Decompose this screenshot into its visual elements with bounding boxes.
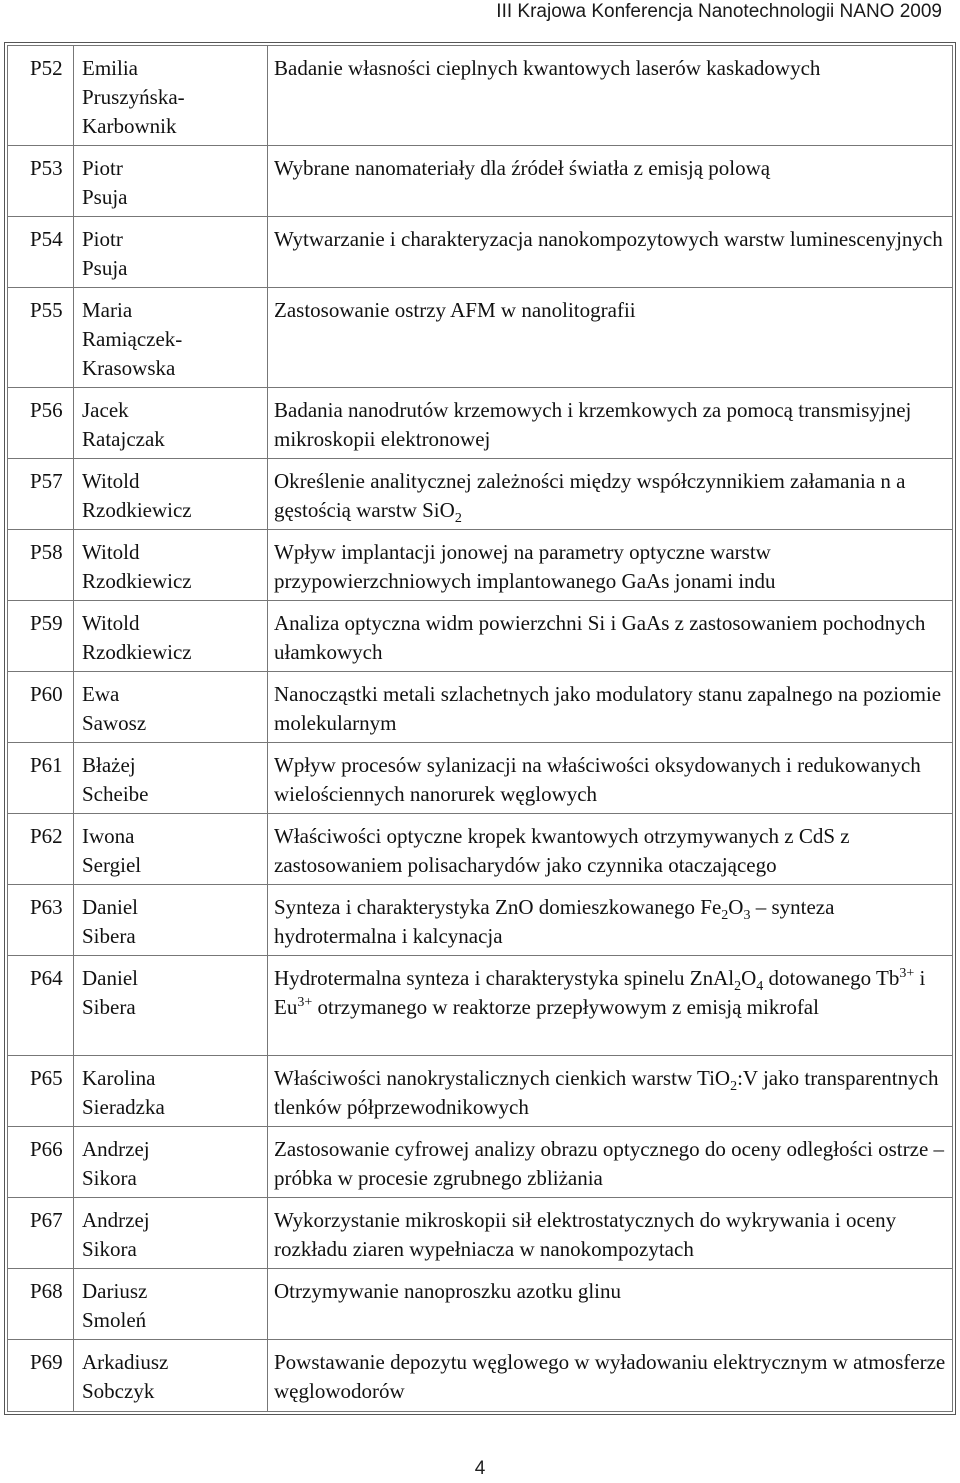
poster-title: Zastosowanie cyfrowej analizy obrazu optycznego do oceny odległości ostrze – próbka w procesie zgrubnego zbliżania — [268, 1127, 953, 1198]
table-row — [8, 217, 953, 288]
author-first-name: Daniel — [82, 966, 138, 990]
poster-table-frame — [4, 42, 956, 1415]
author-name — [74, 743, 268, 814]
author-name — [74, 672, 268, 743]
subscript: 2 — [721, 908, 729, 924]
table-row — [8, 601, 953, 672]
author-first-name: Witold — [82, 540, 140, 564]
table-row — [8, 146, 953, 217]
subscript: 2 — [454, 511, 462, 527]
table-row — [8, 814, 953, 885]
subscript: 2 — [734, 979, 742, 995]
subscript: 3 — [743, 908, 751, 924]
table-row — [8, 1340, 953, 1412]
author-last-name: Pruszyńska- — [82, 85, 185, 109]
author-name — [74, 1269, 268, 1340]
poster-id: P67 — [8, 1198, 74, 1269]
superscript: 3+ — [899, 966, 915, 981]
title-text: Określenie analitycznej zależności między współczynnikiem załamania n a gęstością warstw SiO — [274, 469, 906, 522]
table-row — [8, 672, 953, 743]
author-first-name: Witold — [82, 469, 140, 493]
poster-id: P53 — [8, 146, 74, 217]
author-first-name: Emilia — [82, 56, 138, 80]
author-name — [74, 146, 268, 217]
table-row — [8, 46, 953, 146]
author-first-name: Daniel — [82, 895, 138, 919]
poster-title — [268, 885, 953, 956]
author-last-name: Sieradzka — [82, 1095, 165, 1119]
poster-id: P68 — [8, 1269, 74, 1340]
author-last-name: Sikora — [82, 1237, 137, 1261]
poster-title — [268, 956, 953, 1056]
author-last-name-cont: Karbownik — [82, 114, 177, 138]
poster-title: Właściwości optyczne kropek kwantowych otrzymywanych z CdS z zastosowaniem polisacharydów jako czynnika otaczającego — [268, 814, 953, 885]
poster-id: P54 — [8, 217, 74, 288]
subscript: 4 — [756, 979, 764, 995]
author-last-name: Rzodkiewicz — [82, 498, 192, 522]
author-first-name: Jacek — [82, 398, 129, 422]
author-last-name: Psuja — [82, 185, 128, 209]
author-last-name-cont: Krasowska — [82, 356, 176, 380]
title-text: Hydrotermalna synteza i charakterystyka spinelu ZnAl — [274, 966, 735, 990]
author-last-name: Sobczyk — [82, 1379, 155, 1403]
subscript: 2 — [730, 1079, 738, 1095]
author-last-name: Sergiel — [82, 853, 142, 877]
author-name — [74, 459, 268, 530]
poster-title: Badania nanodrutów krzemowych i krzemkowych za pomocą transmisyjnej mikroskopii elektronowej — [268, 388, 953, 459]
author-last-name: Rzodkiewicz — [82, 640, 192, 664]
title-text: Właściwości nanokrystalicznych cienkich warstw TiO — [274, 1066, 731, 1090]
author-name — [74, 814, 268, 885]
author-name — [74, 1198, 268, 1269]
author-name — [74, 885, 268, 956]
author-first-name: Witold — [82, 611, 140, 635]
author-first-name: Dariusz — [82, 1279, 148, 1303]
author-name — [74, 1340, 268, 1412]
title-text: O — [728, 895, 744, 919]
author-first-name: Iwona — [82, 824, 135, 848]
poster-id: P52 — [8, 46, 74, 146]
title-text: otrzymanego w reaktorze przepływowym z emisją mikrofal — [312, 995, 819, 1019]
author-first-name: Andrzej — [82, 1137, 150, 1161]
conference-header: III Krajowa Konferencja Nanotechnologii NANO 2009 — [496, 1, 942, 22]
poster-title: Zastosowanie ostrzy AFM w nanolitografii — [268, 288, 953, 388]
poster-title: Analiza optyczna widm powierzchni Si i GaAs z zastosowaniem pochodnych ułamkowych — [268, 601, 953, 672]
title-text: i Eu — [274, 966, 926, 1019]
author-first-name: Karolina — [82, 1066, 156, 1090]
poster-id: P65 — [8, 1056, 74, 1127]
table-row — [8, 1127, 953, 1198]
author-first-name: Piotr — [82, 227, 123, 251]
poster-id: P64 — [8, 956, 74, 1056]
author-name — [74, 956, 268, 1056]
author-name — [74, 601, 268, 672]
table-row — [8, 1198, 953, 1269]
author-name — [74, 46, 268, 146]
table-row — [8, 288, 953, 388]
author-first-name: Piotr — [82, 156, 123, 180]
poster-title: Nanocząstki metali szlachetnych jako modulatory stanu zapalnego na poziomie molekularnym — [268, 672, 953, 743]
author-last-name: Smoleń — [82, 1308, 147, 1332]
poster-table — [7, 45, 953, 1412]
table-row — [8, 459, 953, 530]
poster-id: P61 — [8, 743, 74, 814]
poster-title: Wytwarzanie i charakteryzacja nanokompozytowych warstw luminescenyjnych — [268, 217, 953, 288]
title-text: – synteza hydrotermalna i kalcynacja — [274, 895, 835, 948]
title-text: dotowanego Tb — [763, 966, 900, 990]
author-first-name: Arkadiusz — [82, 1350, 169, 1374]
author-name — [74, 1127, 268, 1198]
author-last-name: Sibera — [82, 995, 136, 1019]
poster-id: P59 — [8, 601, 74, 672]
poster-title: Wpływ implantacji jonowej na parametry optyczne warstw przypowierzchniowych implantowanego GaAs jonami indu — [268, 530, 953, 601]
poster-title: Badanie własności cieplnych kwantowych laserów kaskadowych — [268, 46, 953, 146]
superscript: 3+ — [297, 995, 313, 1010]
poster-title — [268, 459, 953, 530]
title-text: O — [741, 966, 757, 990]
poster-id: P62 — [8, 814, 74, 885]
author-name — [74, 217, 268, 288]
poster-title: Powstawanie depozytu węglowego w wyładowaniu elektrycznym w atmosferze węglowodorów — [268, 1340, 953, 1412]
table-row — [8, 388, 953, 459]
author-last-name: Ramiączek- — [82, 327, 183, 351]
poster-title: Wybrane nanomateriały dla źródeł światła z emisją polową — [268, 146, 953, 217]
poster-id: P63 — [8, 885, 74, 956]
author-name — [74, 530, 268, 601]
table-row — [8, 885, 953, 956]
poster-id: P69 — [8, 1340, 74, 1412]
poster-id: P66 — [8, 1127, 74, 1198]
table-row — [8, 530, 953, 601]
author-first-name: Błażej — [82, 753, 136, 777]
poster-id: P60 — [8, 672, 74, 743]
author-name — [74, 388, 268, 459]
table-row — [8, 1269, 953, 1340]
author-name — [74, 288, 268, 388]
poster-title: Otrzymywanie nanoproszku azotku glinu — [268, 1269, 953, 1340]
poster-title — [268, 1056, 953, 1127]
title-text: :V jako transparentnych tlenków półprzewodnikowych — [274, 1066, 939, 1119]
author-last-name: Sawosz — [82, 711, 147, 735]
poster-id: P58 — [8, 530, 74, 601]
author-last-name: Rzodkiewicz — [82, 569, 192, 593]
author-first-name: Maria — [82, 298, 133, 322]
author-last-name: Sikora — [82, 1166, 137, 1190]
poster-id: P56 — [8, 388, 74, 459]
author-last-name: Ratajczak — [82, 427, 165, 451]
table-row — [8, 956, 953, 1056]
poster-id: P57 — [8, 459, 74, 530]
author-first-name: Ewa — [82, 682, 120, 706]
author-last-name: Scheibe — [82, 782, 149, 806]
poster-id: P55 — [8, 288, 74, 388]
poster-title: Wykorzystanie mikroskopii sił elektrostatycznych do wykrywania i oceny rozkładu ziaren wypełniacza w nanokompozytach — [268, 1198, 953, 1269]
table-row — [8, 743, 953, 814]
author-last-name: Psuja — [82, 256, 128, 280]
author-first-name: Andrzej — [82, 1208, 150, 1232]
author-name — [74, 1056, 268, 1127]
author-last-name: Sibera — [82, 924, 136, 948]
title-text: Synteza i charakterystyka ZnO domieszkowanego Fe — [274, 895, 722, 919]
page-number: 4 — [474, 1458, 486, 1479]
poster-title: Wpływ procesów sylanizacji na właściwości oksydowanych i redukowanych wielościennych nanorurek węglowych — [268, 743, 953, 814]
table-row — [8, 1056, 953, 1127]
